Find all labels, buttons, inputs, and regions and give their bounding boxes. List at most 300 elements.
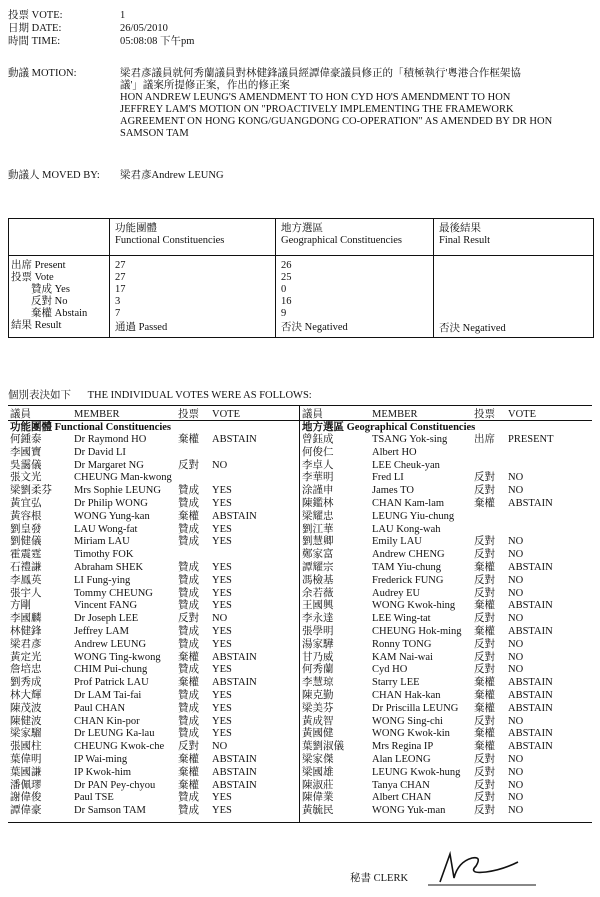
member-vote-en: NO (508, 766, 524, 778)
member-name-en: Dr Raymond HO (74, 434, 147, 445)
member-vote-en: NO (508, 549, 524, 561)
member-vote-en: NO (508, 651, 524, 663)
member-row (0, 613, 600, 626)
member-vote-en: NO (212, 741, 228, 753)
member-name-en: WONG Yuk-man (372, 805, 446, 817)
gc-vote: 25 (281, 272, 292, 283)
member-row (0, 485, 600, 498)
member-vote-zh: 棄權 (178, 651, 199, 663)
col-final-zh: 最後結果 (439, 223, 481, 234)
member-vote-en: YES (212, 792, 232, 804)
member-name-zh: 梁劉柔芬 (10, 485, 52, 497)
fc-heading-zh: 功能團體 (10, 422, 52, 433)
member-name-zh: 王國興 (302, 600, 334, 612)
member-vote-zh: 棄權 (178, 754, 199, 765)
member-name-zh: 張文光 (10, 472, 42, 484)
member-row (0, 472, 600, 485)
member-name-en: CHEUNG Man-kwong (74, 472, 172, 484)
col-geographical-zh: 地方選區 (281, 223, 323, 234)
col-final (439, 223, 490, 247)
member-vote-zh: 反對 (474, 574, 495, 586)
member-name-zh: 陳偉業 (302, 792, 334, 804)
motion-text (120, 68, 590, 140)
member-vote-zh: 反對 (474, 613, 495, 625)
member-vote-zh: 反對 (474, 638, 495, 650)
member-name-zh: 張學明 (302, 626, 334, 637)
member-vote-zh: 反對 (474, 715, 495, 727)
col-functional-en: Functional Constituencies (115, 235, 225, 246)
member-vote-en: ABSTAIN (212, 651, 257, 663)
gc-heading-zh: 地方選區 (302, 422, 344, 433)
member-name-en: Frederick FUNG (372, 574, 444, 586)
member-name-zh: 黃定光 (10, 651, 42, 663)
member-vote-zh: 贊成 (178, 562, 199, 573)
motion-line: HON ANDREW LEUNG'S AMENDMENT TO HON CYD HO'S AMENDMENT TO HON (120, 92, 511, 103)
date-label: 日期 DATE: (8, 23, 62, 34)
member-name-en: LI Fung-ying (74, 574, 131, 586)
votes-intro-zh: 個別表決如下 (8, 390, 71, 401)
fc-yes: 17 (115, 284, 126, 295)
member-vote-zh: 棄權 (474, 741, 495, 753)
member-name-en: Jeffrey LAM (74, 626, 129, 637)
gc-abstain: 9 (281, 308, 287, 319)
member-name-zh: 李國寶 (10, 446, 42, 458)
fc-abstain: 7 (115, 308, 121, 319)
member-name-en: Paul TSE (74, 792, 114, 804)
member-name-en: LEUNG Kwok-hung (372, 766, 461, 778)
row-label-no: 反對 No (31, 296, 68, 307)
member-name-zh: 吳靄儀 (10, 459, 42, 471)
fc-heading-en: Functional Constituencies (54, 422, 172, 433)
member-vote-en: NO (508, 805, 524, 817)
member-vote-en: YES (212, 626, 232, 637)
member-vote-zh: 棄權 (474, 562, 495, 573)
member-name-en: WONG Kwok-kin (372, 728, 450, 740)
member-name-en: WONG Sing-chi (372, 715, 443, 727)
member-name-zh: 黃容根 (10, 510, 42, 522)
member-row (0, 511, 600, 524)
member-name-zh: 陳克勤 (302, 690, 334, 701)
motion-line: 梁君彥議員就何秀蘭議員對林健鋒議員經譚偉豪議員修正的「積極執行'粵港合作框架協 (120, 68, 521, 79)
moved-by-value: 梁君彥Andrew LEUNG (120, 170, 224, 181)
member-vote-zh: 棄權 (474, 498, 495, 509)
member-vote-zh: 贊成 (178, 702, 199, 714)
member-name-zh: 劉江華 (302, 523, 334, 535)
member-row (0, 626, 600, 639)
member-vote-en: NO (212, 613, 228, 625)
member-vote-zh: 贊成 (178, 485, 199, 497)
gc-result: 否決 Negatived (281, 322, 348, 333)
member-name-zh: 林大輝 (10, 690, 42, 701)
member-row (0, 588, 600, 601)
member-vote-en: YES (212, 536, 232, 548)
member-name-zh: 涂謹申 (302, 485, 334, 497)
member-vote-zh: 贊成 (178, 638, 199, 650)
fc-vote: 27 (115, 272, 126, 283)
member-vote-zh: 反對 (474, 472, 495, 484)
member-vote-zh: 棄權 (178, 510, 199, 522)
member-name-zh: 何俊仁 (302, 446, 334, 458)
member-row (0, 460, 600, 473)
member-vote-en: ABSTAIN (508, 690, 553, 701)
member-vote-zh: 贊成 (178, 664, 199, 676)
gc-no: 16 (281, 296, 292, 307)
member-name-en: Fred LI (372, 472, 404, 484)
member-name-en: Dr Margaret NG (74, 459, 144, 471)
member-name-en: Dr LEUNG Ka-lau (74, 728, 155, 740)
col-geographical (281, 223, 402, 247)
motion-line: 議'」議案所提修正案，作出的修正案 (120, 80, 290, 91)
member-vote-en: ABSTAIN (508, 702, 553, 714)
col-functional-zh: 功能團體 (115, 223, 157, 234)
member-name-en: LEUNG Yiu-chung (372, 510, 455, 522)
member-name-en: Prof Patrick LAU (74, 677, 149, 689)
member-name-en: Ronny TONG (372, 638, 432, 650)
member-vote-zh: 贊成 (178, 690, 199, 701)
member-vote-zh: 反對 (474, 587, 495, 599)
member-vote-zh: 棄權 (178, 779, 199, 791)
member-vote-en: PRESENT (508, 434, 554, 445)
member-vote-zh: 贊成 (178, 728, 199, 740)
member-vote-zh: 贊成 (178, 536, 199, 548)
member-name-zh: 葉國謙 (10, 766, 42, 778)
row-label-vote: 投票 Vote (11, 272, 54, 283)
member-name-zh: 潘佩璆 (10, 779, 42, 791)
member-vote-en: YES (212, 805, 232, 817)
member-name-en: CHAN Kin-por (74, 715, 140, 727)
member-name-en: LEE Wing-tat (372, 613, 431, 625)
member-name-zh: 鄭家富 (302, 549, 334, 561)
member-name-en: Dr Joseph LEE (74, 613, 139, 625)
member-row (0, 524, 600, 537)
member-row (0, 652, 600, 665)
row-label-present: 出席 Present (11, 260, 66, 271)
row-label-result: 結果 Result (11, 320, 62, 331)
member-name-en: Dr Philip WONG (74, 498, 148, 509)
member-name-zh: 劉健儀 (10, 536, 42, 548)
member-name-en: Dr Samson TAM (74, 805, 146, 817)
member-name-zh: 余若薇 (302, 587, 334, 599)
member-name-zh: 譚耀宗 (302, 562, 334, 573)
member-vote-zh: 反對 (474, 664, 495, 676)
member-vote-en: ABSTAIN (212, 754, 257, 765)
member-name-zh: 李永達 (302, 613, 334, 625)
member-name-zh: 梁家騮 (10, 728, 42, 740)
member-name-en: WONG Ting-kwong (74, 651, 161, 663)
motion-line: SAMSON TAM (120, 128, 189, 139)
moved-by-label: 動議人 MOVED BY: (8, 170, 100, 181)
member-vote-en: NO (508, 536, 524, 548)
member-vote-en: YES (212, 690, 232, 701)
member-name-en: CHIM Pui-chung (74, 664, 148, 676)
member-row (0, 447, 600, 460)
member-vote-zh: 贊成 (178, 626, 199, 637)
member-name-zh: 劉皇發 (10, 523, 42, 535)
member-vote-zh: 反對 (178, 459, 199, 471)
member-vote-zh: 贊成 (178, 715, 199, 727)
member-vote-zh: 棄權 (474, 728, 495, 740)
member-name-en: Andrew CHENG (372, 549, 445, 561)
member-name-en: Mrs Sophie LEUNG (74, 485, 161, 497)
member-name-zh: 張宇人 (10, 587, 42, 599)
member-name-zh: 李華明 (302, 472, 334, 484)
member-name-en: Emily LAU (372, 536, 422, 548)
member-vote-zh: 反對 (474, 754, 495, 765)
member-name-zh: 馮檢基 (302, 574, 334, 586)
member-name-zh: 陳茂波 (10, 702, 42, 714)
member-name-zh: 李鳳英 (10, 574, 42, 586)
member-vote-en: NO (508, 792, 524, 804)
member-vote-zh: 贊成 (178, 574, 199, 586)
right-col-member-zh: 議員 (302, 409, 323, 420)
row-label-yes: 贊成 Yes (31, 284, 70, 295)
member-name-en: Andrew LEUNG (74, 638, 147, 650)
fc-heading (10, 422, 171, 434)
member-name-en: Tommy CHEUNG (74, 587, 153, 599)
member-vote-en: YES (212, 728, 232, 740)
member-name-en: LAU Kong-wah (372, 523, 441, 535)
member-name-en: Timothy FOK (74, 549, 134, 561)
member-name-en: Dr David LI (74, 446, 126, 458)
member-vote-en: YES (212, 562, 232, 573)
member-vote-zh: 贊成 (178, 587, 199, 599)
col-final-en: Final Result (439, 235, 491, 246)
member-name-zh: 梁家傑 (302, 754, 334, 765)
motion-label: 動議 MOTION: (8, 68, 77, 79)
member-name-zh: 何鍾泰 (10, 434, 42, 445)
member-vote-en: NO (508, 638, 524, 650)
member-vote-en: YES (212, 485, 232, 497)
member-vote-zh: 贊成 (178, 792, 199, 804)
member-name-en: Dr LAM Tai-fai (74, 690, 142, 701)
member-name-en: Audrey EU (372, 587, 421, 599)
member-vote-en: ABSTAIN (508, 741, 553, 753)
gc-heading (302, 422, 475, 434)
member-name-zh: 葉偉明 (10, 754, 42, 765)
member-name-en: CHEUNG Hok-ming (372, 626, 462, 637)
gc-present: 26 (281, 260, 292, 271)
member-vote-zh: 反對 (474, 805, 495, 817)
member-name-zh: 何秀蘭 (302, 664, 334, 676)
member-vote-en: ABSTAIN (508, 728, 553, 740)
vote-number-label: 投票 VOTE: (8, 10, 63, 21)
member-name-en: CHAN Kam-lam (372, 498, 445, 509)
motion-line: AGREEMENT ON HONG KONG/GUANGDONG CO-OPERATION" AS AMENDED BY DR HON (120, 116, 553, 127)
member-name-zh: 霍震霆 (10, 549, 42, 561)
member-row (0, 690, 600, 703)
member-vote-en: ABSTAIN (212, 510, 257, 522)
member-name-en: Dr PAN Pey-chyou (74, 779, 156, 791)
member-vote-zh: 棄權 (474, 690, 495, 701)
member-name-en: LAU Wong-fat (74, 523, 138, 535)
member-vote-en: YES (212, 587, 232, 599)
member-name-en: Albert CHAN (372, 792, 432, 804)
member-vote-en: ABSTAIN (508, 562, 553, 573)
member-row (0, 562, 600, 575)
member-vote-zh: 反對 (474, 779, 495, 791)
member-name-zh: 劉秀成 (10, 677, 42, 689)
member-name-zh: 方剛 (10, 600, 31, 612)
member-name-en: Cyd HO (372, 664, 408, 676)
time-value: 05:08:08 下午pm (120, 36, 195, 47)
member-name-en: Paul CHAN (74, 702, 126, 714)
member-name-zh: 黃毓民 (302, 805, 334, 817)
fc-result: 通過 Passed (115, 322, 168, 333)
member-name-en: IP Kwok-him (74, 766, 132, 778)
fc-no: 3 (115, 296, 121, 307)
member-name-en: Mrs Regina IP (372, 741, 434, 753)
member-name-en: TSANG Yok-sing (372, 434, 448, 445)
vote-number: 1 (120, 10, 126, 21)
member-name-zh: 李慧琼 (302, 677, 334, 689)
member-name-zh: 葉劉淑儀 (302, 741, 344, 753)
member-name-zh: 譚偉豪 (10, 805, 42, 817)
member-name-en: Vincent FANG (74, 600, 138, 612)
member-row (0, 664, 600, 677)
member-name-en: Miriam LAU (74, 536, 130, 548)
member-vote-en: ABSTAIN (212, 434, 257, 445)
member-vote-zh: 反對 (178, 741, 199, 753)
member-vote-en: NO (508, 613, 524, 625)
member-name-zh: 張國柱 (10, 741, 42, 753)
member-vote-en: ABSTAIN (212, 779, 257, 791)
gc-heading-en: Geographical Constituencies (346, 422, 476, 433)
member-vote-zh: 反對 (474, 766, 495, 778)
member-vote-zh: 棄權 (474, 626, 495, 637)
member-name-zh: 湯家驊 (302, 638, 334, 650)
member-name-en: Albert HO (372, 446, 417, 458)
member-name-zh: 劉慧卿 (302, 536, 334, 548)
member-vote-zh: 贊成 (178, 498, 199, 509)
date-value: 26/05/2010 (120, 23, 168, 34)
member-name-en: IP Wai-ming (74, 754, 128, 765)
member-name-zh: 黃國健 (302, 728, 334, 740)
member-row (0, 639, 600, 652)
member-name-zh: 梁君彥 (10, 638, 42, 650)
member-name-en: KAM Nai-wai (372, 651, 433, 663)
member-vote-en: YES (212, 638, 232, 650)
left-col-member-en: MEMBER (74, 409, 120, 420)
member-vote-en: ABSTAIN (508, 677, 553, 689)
member-vote-en: ABSTAIN (508, 498, 553, 509)
fc-present: 27 (115, 260, 126, 271)
member-vote-zh: 反對 (178, 613, 199, 625)
member-name-en: WONG Kwok-hing (372, 600, 456, 612)
member-vote-en: YES (212, 664, 232, 676)
clerk-label: 秘書 CLERK (350, 873, 409, 884)
member-name-en: LEE Cheuk-yan (372, 459, 440, 471)
member-vote-zh: 出席 (474, 434, 495, 445)
member-vote-en: NO (508, 587, 524, 599)
member-name-en: Tanya CHAN (372, 779, 430, 791)
member-name-zh: 黃宜弘 (10, 498, 42, 509)
member-name-zh: 李卓人 (302, 459, 334, 471)
member-vote-zh: 反對 (474, 651, 495, 663)
member-vote-en: NO (212, 459, 228, 471)
member-vote-zh: 棄權 (474, 600, 495, 612)
member-vote-zh: 反對 (474, 549, 495, 561)
right-col-vote-en: VOTE (508, 409, 536, 420)
member-row (0, 767, 600, 780)
member-name-en: Abraham SHEK (74, 562, 144, 573)
member-row (0, 677, 600, 690)
member-row (0, 728, 600, 741)
member-vote-en: NO (508, 754, 524, 765)
member-vote-zh: 棄權 (474, 677, 495, 689)
member-vote-zh: 反對 (474, 536, 495, 548)
member-name-en: CHAN Hak-kan (372, 690, 441, 701)
member-vote-zh: 反對 (474, 792, 495, 804)
member-vote-zh: 棄權 (178, 677, 199, 689)
member-name-zh: 石禮謙 (10, 562, 42, 573)
date-row (8, 23, 308, 35)
member-vote-zh: 反對 (474, 485, 495, 497)
member-name-zh: 陳淑莊 (302, 779, 334, 791)
member-vote-en: YES (212, 702, 232, 714)
row-label-abstain: 棄權 Abstain (31, 308, 88, 319)
member-vote-en: ABSTAIN (212, 766, 257, 778)
member-row (0, 741, 600, 754)
member-vote-en: NO (508, 574, 524, 586)
left-col-vote-en: VOTE (212, 409, 240, 420)
member-row (0, 792, 600, 805)
member-name-en: Alan LEONG (372, 754, 431, 765)
member-row (0, 754, 600, 767)
member-name-en: CHEUNG Kwok-che (74, 741, 165, 753)
member-row (0, 716, 600, 729)
right-col-member-en: MEMBER (372, 409, 418, 420)
gc-yes: 0 (281, 284, 287, 295)
member-name-zh: 黃成智 (302, 715, 334, 727)
member-name-zh: 梁國雄 (302, 766, 334, 778)
left-col-member-zh: 議員 (10, 409, 31, 420)
motion-line: JEFFREY LAM'S MOTION ON "PROACTIVELY IMPLEMENTING THE FRAMEWORK (120, 104, 514, 115)
member-name-zh: 林健鋒 (10, 626, 42, 637)
member-name-zh: 李國麟 (10, 613, 42, 625)
member-vote-en: NO (508, 664, 524, 676)
member-vote-en: ABSTAIN (508, 600, 553, 612)
col-functional (115, 223, 224, 247)
member-row (0, 575, 600, 588)
clerk-signature (428, 848, 538, 888)
member-row (0, 498, 600, 511)
member-vote-zh: 棄權 (178, 434, 199, 445)
member-name-zh: 陳鑑林 (302, 498, 334, 509)
member-vote-en: ABSTAIN (212, 677, 257, 689)
member-vote-en: NO (508, 715, 524, 727)
final-result: 否決 Negatived (439, 323, 506, 334)
member-vote-en: YES (212, 715, 232, 727)
member-name-en: James TO (372, 485, 414, 497)
member-vote-zh: 贊成 (178, 523, 199, 535)
member-vote-en: NO (508, 485, 524, 497)
member-name-zh: 謝偉俊 (10, 792, 42, 804)
member-row (0, 703, 600, 716)
member-vote-en: NO (508, 472, 524, 484)
votes-intro-en: THE INDIVIDUAL VOTES WERE AS FOLLOWS: (87, 390, 312, 401)
member-row (0, 549, 600, 562)
member-vote-en: NO (508, 779, 524, 791)
member-name-zh: 陳健波 (10, 715, 42, 727)
col-geographical-en: Geographical Constituencies (281, 235, 403, 246)
member-name-en: Starry LEE (372, 677, 420, 689)
time-row (8, 36, 308, 48)
member-name-zh: 甘乃威 (302, 651, 334, 663)
member-row (0, 434, 600, 447)
member-vote-zh: 棄權 (474, 702, 495, 714)
member-name-zh: 梁耀忠 (302, 510, 334, 522)
member-name-en: WONG Yung-kan (74, 510, 150, 522)
